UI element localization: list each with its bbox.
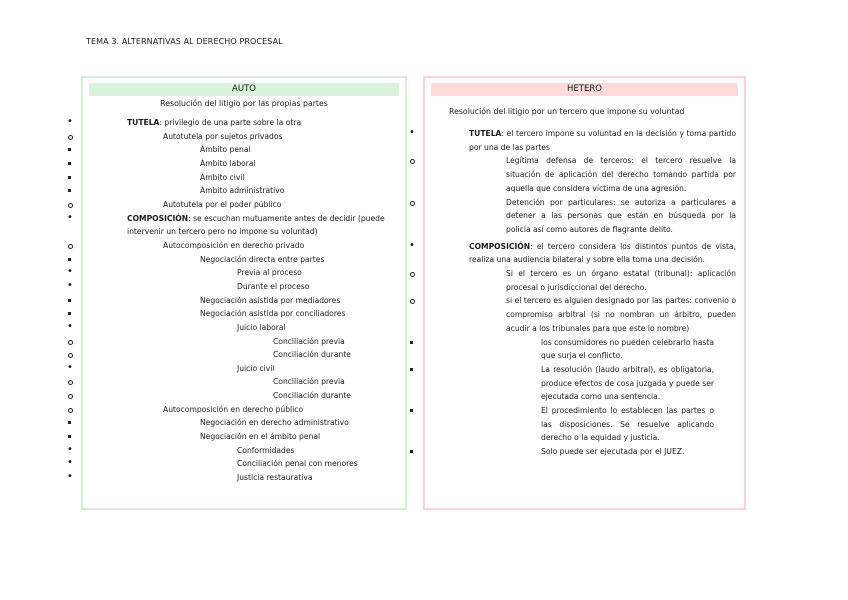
- list-item: los consumidores no pueden celebrarlo hasta que surja el conflicto.: [425, 336, 744, 363]
- list-item: Conciliación durante: [83, 348, 405, 362]
- list-item: • TUTELA: el tercero impone su voluntad en la decisión y toma partido por una de las partes: [425, 127, 744, 154]
- auto-subtitle: Resolución del litigio por las propias partes: [160, 99, 328, 108]
- hetero-panel: [423, 76, 746, 510]
- list-item: Autocomposición en derecho privado: [83, 239, 405, 253]
- document-title: TEMA 3. ALTERNATIVAS AL DERECHO PROCESAL: [86, 37, 283, 46]
- list-item: • Conformidades: [83, 444, 405, 458]
- list-item: Ámbito civil: [83, 171, 405, 185]
- list-item: La resolución (laudo arbitral), es obligatoria, produce efectos de cosa juzgada y puede ser ejecutada como una sentencia.: [425, 363, 744, 404]
- list-item: si el tercero es alguien designado por las partes: convenio o compromiso arbitral (si no nombran un árbitro, pueden acudir a los tribunales para que este lo nombre): [425, 294, 744, 335]
- auto-panel: [81, 76, 407, 510]
- list-item: Ámbito laboral: [83, 157, 405, 171]
- list-item: El procedimiento lo establecen las partes o las disposiciones. Se resuelve aplicando derecho o la equidad y justicia.: [425, 404, 744, 445]
- list-item: Autotutela por el poder público: [83, 198, 405, 212]
- list-item: Ámbito penal: [83, 143, 405, 157]
- list-item: Negociación asistida por conciliadores: [83, 307, 405, 321]
- list-item: Legítima defensa de terceros: el tercero resuelve la situación de aplicación del derecho tomando partida por aquella que considera víctima de una agresión.: [425, 154, 744, 195]
- list-item: Autocomposición en derecho público: [83, 403, 405, 417]
- list-item: Negociación directa entre partes: [83, 253, 405, 267]
- list-item: • Conciliación penal con menores: [83, 457, 405, 471]
- list-item: Solo puede ser ejecutada por el JUEZ.: [425, 445, 744, 459]
- hetero-subtitle: Resolución del litigio por un tercero que impone su voluntad: [449, 107, 685, 116]
- list-item: • TUTELA: privilegio de una parte sobre la otra: [83, 116, 405, 130]
- list-item: Negociación en derecho administrativo: [83, 416, 405, 430]
- list-item: • COMPOSICIÓN: se escuchan mutuamente antes de decidir (puede intervenir un tercero pero no impone su voluntad): [83, 212, 405, 239]
- list-item: Negociación en el ámbito penal: [83, 430, 405, 444]
- hetero-header: HETERO: [431, 83, 738, 96]
- list-item: Conciliación durante: [83, 389, 405, 403]
- list-item: Ámbito administrativo: [83, 184, 405, 198]
- list-item: • Juicio civil: [83, 362, 405, 376]
- list-item: Si el tercero es un órgano estatal (tribunal): aplicación procesal o jurisdiccional del derecho.: [425, 267, 744, 294]
- list-item: • Justicia restaurativa: [83, 471, 405, 485]
- list-item: • Previa al proceso: [83, 266, 405, 280]
- hetero-list: [425, 127, 744, 459]
- list-item: Conciliación previa: [83, 375, 405, 389]
- list-item: • Juicio laboral: [83, 321, 405, 335]
- list-item: • Durante el proceso: [83, 280, 405, 294]
- list-item: Conciliación previa: [83, 335, 405, 349]
- list-item: • COMPOSICIÓN: el tercero considera los distintos puntos de vista, realiza una audiencia bilateral y sobre ella toma una decisión.: [425, 240, 744, 267]
- auto-header: AUTO: [89, 83, 399, 96]
- list-item: Detención por particulares: se autoriza a particulares a detener a las personas que están en búsqueda por la policía así como autores de flagrante delito.: [425, 196, 744, 237]
- auto-list: [83, 116, 405, 485]
- list-item: Autotutela por sujetos privados: [83, 130, 405, 144]
- list-item: Negociación asistida por mediadores: [83, 294, 405, 308]
